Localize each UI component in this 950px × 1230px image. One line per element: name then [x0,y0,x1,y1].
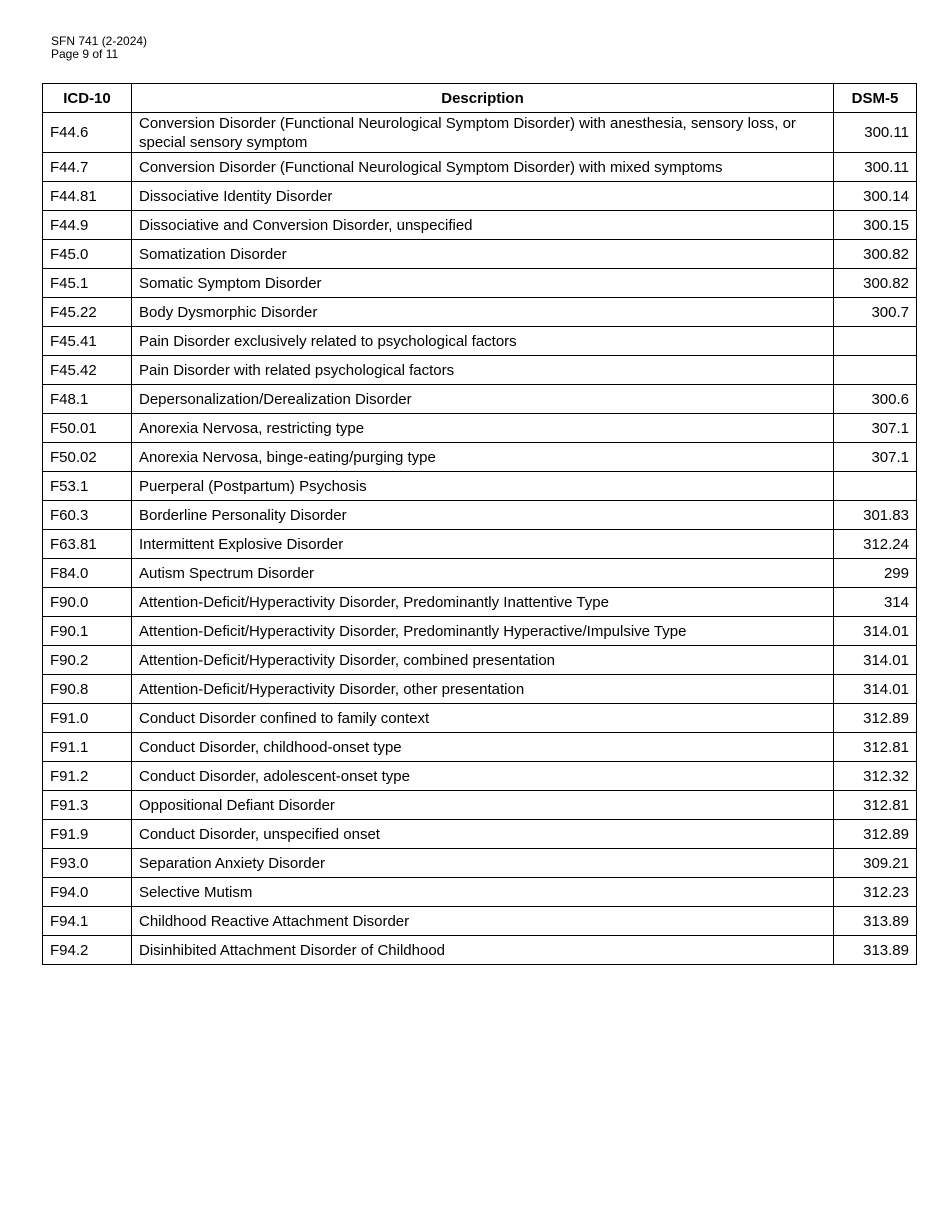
description-cell: Intermittent Explosive Disorder [132,530,834,559]
description-cell: Dissociative Identity Disorder [132,182,834,211]
dsm5-code-cell: 300.11 [834,113,917,153]
icd10-code-cell: F60.3 [43,501,132,530]
description-cell: Disinhibited Attachment Disorder of Childhood [132,936,834,965]
dsm5-code-cell: 314.01 [834,646,917,675]
dsm5-code-cell: 312.32 [834,762,917,791]
dsm5-code-cell: 313.89 [834,936,917,965]
table-header-row [43,84,917,113]
table-row [43,182,917,211]
table-row [43,704,917,733]
description-cell: Conduct Disorder, unspecified onset [132,820,834,849]
table-row [43,820,917,849]
dsm5-code-cell: 314 [834,588,917,617]
table-row [43,791,917,820]
table-row [43,762,917,791]
icd10-code-cell: F91.9 [43,820,132,849]
table-row [43,849,917,878]
icd10-code-cell: F93.0 [43,849,132,878]
dsm5-code-cell: 307.1 [834,443,917,472]
description-cell: Attention-Deficit/Hyperactivity Disorder, Predominantly Hyperactive/Impulsive Type [132,617,834,646]
table-row [43,356,917,385]
table-row [43,530,917,559]
dsm5-code-cell: 300.11 [834,153,917,182]
table-row [43,211,917,240]
dsm5-code-cell [834,356,917,385]
icd10-code-cell: F48.1 [43,385,132,414]
dsm5-code-cell: 307.1 [834,414,917,443]
table-row [43,298,917,327]
description-cell: Childhood Reactive Attachment Disorder [132,907,834,936]
dsm5-code-cell: 301.83 [834,501,917,530]
description-cell: Conversion Disorder (Functional Neurological Symptom Disorder) with mixed symptoms [132,153,834,182]
dsm5-code-cell: 314.01 [834,617,917,646]
description-cell: Body Dysmorphic Disorder [132,298,834,327]
table-row [43,153,917,182]
dsm5-code-cell: 312.24 [834,530,917,559]
icd10-code-cell: F44.6 [43,113,132,153]
diagnosis-code-table [42,83,917,965]
table-row [43,113,917,153]
icd10-code-cell: F94.1 [43,907,132,936]
dsm5-code-cell: 312.89 [834,704,917,733]
icd10-code-cell: F90.2 [43,646,132,675]
icd10-code-cell: F84.0 [43,559,132,588]
icd10-code-cell: F44.9 [43,211,132,240]
icd10-code-cell: F45.22 [43,298,132,327]
table-row [43,878,917,907]
dsm5-code-cell: 299 [834,559,917,588]
table-row [43,907,917,936]
table-row [43,414,917,443]
dsm5-code-cell: 312.23 [834,878,917,907]
icd10-code-cell: F45.42 [43,356,132,385]
table-body [43,113,917,965]
table-row [43,617,917,646]
table-row [43,269,917,298]
icd10-code-cell: F91.1 [43,733,132,762]
icd10-code-cell: F45.0 [43,240,132,269]
icd10-code-cell: F53.1 [43,472,132,501]
icd10-code-cell: F91.3 [43,791,132,820]
dsm5-code-cell: 314.01 [834,675,917,704]
table-row [43,936,917,965]
description-cell: Somatic Symptom Disorder [132,269,834,298]
form-header [51,35,147,61]
description-cell: Anorexia Nervosa, binge-eating/purging type [132,443,834,472]
dsm5-code-cell: 300.6 [834,385,917,414]
dsm5-code-cell: 312.81 [834,733,917,762]
column-header-description: Description [132,84,834,113]
dsm5-code-cell: 312.89 [834,820,917,849]
description-cell: Attention-Deficit/Hyperactivity Disorder, other presentation [132,675,834,704]
description-cell: Attention-Deficit/Hyperactivity Disorder, combined presentation [132,646,834,675]
description-cell: Conversion Disorder (Functional Neurological Symptom Disorder) with anesthesia, sensory loss, or special sensory symptom [132,113,834,153]
icd10-code-cell: F44.81 [43,182,132,211]
table-row [43,588,917,617]
dsm5-code-cell [834,327,917,356]
description-cell: Borderline Personality Disorder [132,501,834,530]
icd10-code-cell: F50.01 [43,414,132,443]
description-cell: Conduct Disorder, childhood-onset type [132,733,834,762]
table-row [43,501,917,530]
icd10-code-cell: F50.02 [43,443,132,472]
icd10-code-cell: F90.8 [43,675,132,704]
description-cell: Anorexia Nervosa, restricting type [132,414,834,443]
dsm5-code-cell: 312.81 [834,791,917,820]
icd10-code-cell: F45.1 [43,269,132,298]
dsm5-code-cell: 313.89 [834,907,917,936]
description-cell: Separation Anxiety Disorder [132,849,834,878]
description-cell: Puerperal (Postpartum) Psychosis [132,472,834,501]
table-row [43,646,917,675]
description-cell: Oppositional Defiant Disorder [132,791,834,820]
icd10-code-cell: F94.0 [43,878,132,907]
description-cell: Attention-Deficit/Hyperactivity Disorder, Predominantly Inattentive Type [132,588,834,617]
dsm5-code-cell: 309.21 [834,849,917,878]
table-row [43,559,917,588]
table-row [43,385,917,414]
form-id: SFN 741 (2-2024) [51,34,148,48]
table-row [43,327,917,356]
page-number: Page 9 of 11 [51,47,119,61]
column-header-icd10: ICD-10 [43,84,132,113]
icd10-code-cell: F90.0 [43,588,132,617]
description-cell: Depersonalization/Derealization Disorder [132,385,834,414]
table-row [43,733,917,762]
description-cell: Autism Spectrum Disorder [132,559,834,588]
dsm5-code-cell: 300.82 [834,269,917,298]
dsm5-code-cell: 300.14 [834,182,917,211]
description-cell: Conduct Disorder confined to family context [132,704,834,733]
description-cell: Pain Disorder exclusively related to psychological factors [132,327,834,356]
description-cell: Pain Disorder with related psychological factors [132,356,834,385]
dsm5-code-cell: 300.82 [834,240,917,269]
description-cell: Conduct Disorder, adolescent-onset type [132,762,834,791]
description-cell: Selective Mutism [132,878,834,907]
icd10-code-cell: F91.2 [43,762,132,791]
dsm5-code-cell: 300.7 [834,298,917,327]
icd10-code-cell: F63.81 [43,530,132,559]
column-header-dsm5: DSM-5 [834,84,917,113]
icd10-code-cell: F90.1 [43,617,132,646]
icd10-code-cell: F45.41 [43,327,132,356]
table-row [43,675,917,704]
icd10-code-cell: F44.7 [43,153,132,182]
table-row [43,443,917,472]
table-row [43,240,917,269]
icd10-code-cell: F91.0 [43,704,132,733]
icd10-code-cell: F94.2 [43,936,132,965]
dsm5-code-cell [834,472,917,501]
description-cell: Dissociative and Conversion Disorder, unspecified [132,211,834,240]
description-cell: Somatization Disorder [132,240,834,269]
dsm5-code-cell: 300.15 [834,211,917,240]
table-row [43,472,917,501]
